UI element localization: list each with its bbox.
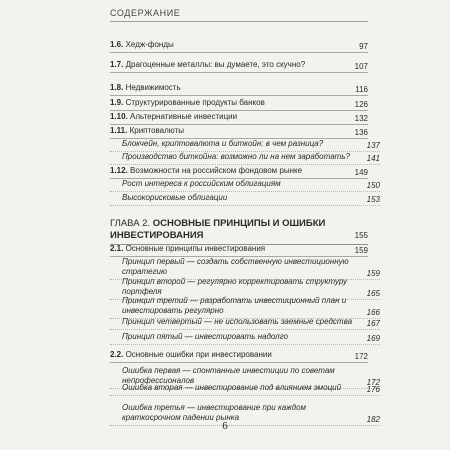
toc-page-number: 153 [366,195,380,204]
toc-page-number: 149 [354,168,368,177]
toc-section [110,98,368,111]
toc-subentry [110,317,380,330]
toc-page-number: 107 [354,62,368,71]
toc-section [110,40,368,53]
toc-chapter [110,218,368,245]
toc-section-number: 2.1. [110,244,126,253]
toc-entry-text: Блокчейн, криптовалюта и биткойн: в чем разница? [122,139,324,148]
page-number: 6 [222,420,228,432]
toc-entry-text: Принцип третий — разработать инвестиционный план и инвестировать регулярно [122,296,347,315]
toc-page-number: 159 [366,269,380,278]
toc-entry-text: 1.11. Криптовалюты [110,126,185,135]
toc-entry-text: 1.12. Возможности на российском фондовом рынке [110,166,303,175]
toc-page-number: 150 [366,181,380,190]
toc-subentry [110,139,380,152]
toc-page-number: 141 [366,154,380,163]
toc-entry-text: 1.8. Недвижимость [110,83,181,92]
toc-section [110,60,368,73]
toc-section-number: 1.6. [110,40,126,49]
toc-entry-text: 1.7. Драгоценные металлы: вы думаете, это скучно? [110,60,306,69]
toc-subentry [110,383,380,396]
toc-entry-text: Принцип четвертый — не использовать заемные средства [122,317,353,326]
toc-chapter-title: ОСНОВНЫЕ ПРИНЦИПЫ И ОШИБКИ ИНВЕСТИРОВАНИЯ [110,218,326,241]
toc-subentry [110,179,380,192]
toc-entry-text: Ошибка третья — инвестирование при каждом краткосрочном падении рынка [122,403,307,422]
running-header: СОДЕРЖАНИЕ [110,8,368,22]
toc-subentry [110,152,380,165]
toc-section-number: 1.9. [110,98,126,107]
toc-section-number: 2.2. [110,350,126,359]
toc-subentry [110,193,380,206]
toc-entry-text: 1.9. Структурированные продукты банков [110,98,265,107]
toc-page-number: 169 [366,334,380,343]
toc-page-number: 116 [355,85,368,94]
toc-page-number: 132 [354,114,368,123]
toc-entry-text: Принцип первый — создать собственную инвестиционную стратегию [122,257,349,276]
toc-chapter-number: ГЛАВА 2. [110,218,153,229]
toc-entry-text: 1.6. Хедж-фонды [110,40,174,49]
toc-page-number: 176 [366,385,380,394]
toc-page-number: 172 [366,378,380,387]
toc-entry-text: Ошибка первая — спонтанные инвестиции по советам непрофессионалов [122,366,335,385]
toc-entry-text: 2.2. Основные ошибки при инвестировании [110,350,272,359]
toc-subentry [110,332,380,345]
toc-page-number: 97 [359,42,368,51]
toc-page-number: 172 [354,352,368,361]
toc-entry-text: Принцип второй — регулярно корректировать структуру портфеля [122,277,348,296]
toc-entry-text: 1.10. Альтернативные инвестиции [110,112,238,121]
toc-section-number: 1.11. [110,126,130,135]
toc-subentry [110,296,380,319]
toc-page-number: 137 [366,141,380,150]
toc-page-number: 167 [366,319,380,328]
toc-page-number: 126 [354,100,368,109]
toc-page-number: 155 [354,231,368,240]
toc-section [110,350,368,363]
toc-section [110,166,368,179]
toc-section-number: 1.10. [110,112,131,121]
toc-section-number: 1.8. [110,83,126,92]
toc-section [110,244,368,257]
toc-entry-text: 2.1. Основные принципы инвестирования [110,244,266,253]
toc-section-number: 1.12. [110,166,131,175]
toc-page-number: 136 [354,128,368,137]
toc-page-number: 166 [366,308,380,317]
toc-entry-text: Высокорисковые облигации [122,193,228,202]
toc-section [110,112,368,125]
toc-page-number: 182 [366,415,380,424]
toc-section-number: 1.7. [110,60,126,69]
toc-section [110,126,368,139]
toc-page-number: 159 [354,246,368,255]
toc-section [110,83,368,96]
toc-page-number: 165 [366,289,380,298]
toc-entry-text: Ошибка вторая — инвестирование под влиянием эмоций [122,383,342,392]
toc-entry-text: Рост интереса к российским облигациям [122,179,281,188]
toc-entry-text: Производство биткойна: возможно ли на нем заработать? [122,152,350,161]
toc-entry-text: Принцип пятый — инвестировать надолго [122,332,288,341]
